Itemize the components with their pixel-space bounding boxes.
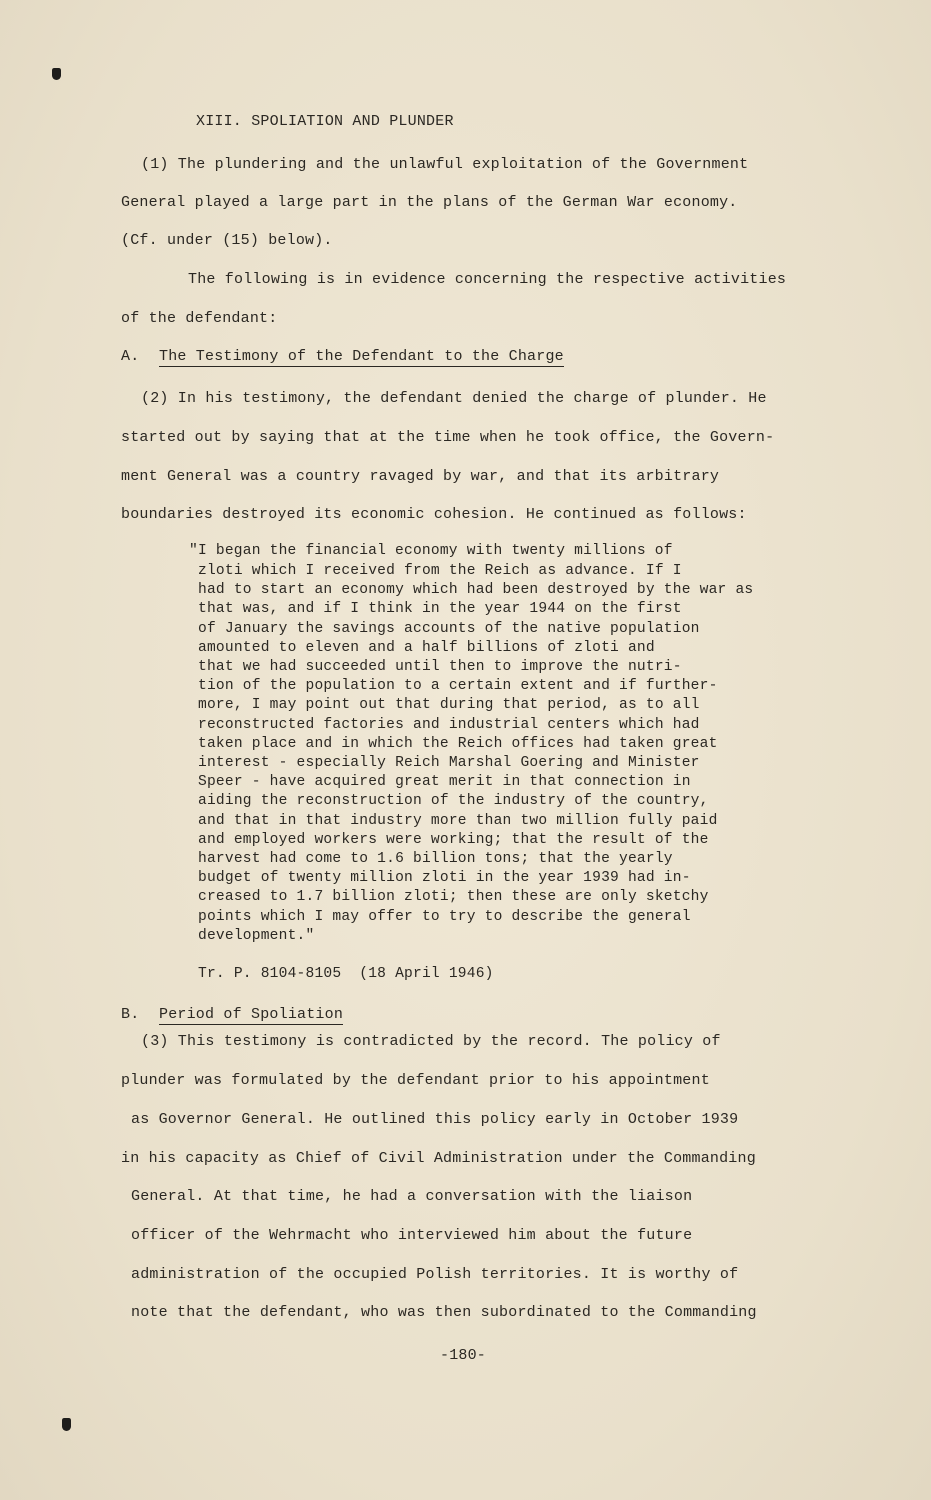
quote-line-8: tion of the population to a certain extent and if further- — [198, 678, 718, 694]
quote-line-6: amounted to eleven and a half billions of zloti and — [198, 640, 655, 656]
paragraph-4-line-6: officer of the Wehrmacht who interviewed him about the future — [131, 1227, 693, 1244]
paragraph-4-line-8: note that the defendant, who was then subordinated to the Commanding — [131, 1304, 757, 1321]
paragraph-4-line-2: plunder was formulated by the defendant prior to his appointment — [121, 1072, 710, 1089]
paragraph-3-line-4: boundaries destroyed its economic cohesion. He continued as follows: — [121, 506, 747, 523]
quote-line-21: development." — [198, 928, 315, 944]
quote-line-5: of January the savings accounts of the native population — [198, 621, 700, 637]
quote-line-13: Speer - have acquired great merit in that connection in — [198, 774, 691, 790]
quote-line-11: taken place and in which the Reich offices had taken great — [198, 736, 718, 752]
section-b-marker: B. — [121, 1006, 140, 1023]
paragraph-3-line-1: (2) In his testimony, the defendant denied the charge of plunder. He — [141, 390, 767, 407]
paragraph-1-line-1: (1) The plundering and the unlawful exploitation of the Government — [141, 156, 749, 173]
paragraph-2-line-1: The following is in evidence concerning the respective activities — [188, 271, 787, 288]
quote-line-14: aiding the reconstruction of the industry of the country, — [198, 793, 709, 809]
quote-line-19: creased to 1.7 billion zloti; then these are only sketchy — [198, 889, 709, 905]
section-a-heading: The Testimony of the Defendant to the Charge — [159, 348, 564, 365]
binding-mark-bottom — [62, 1418, 71, 1431]
quote-line-3: had to start an economy which had been destroyed by the war as — [198, 582, 754, 598]
paragraph-1-line-2: General played a large part in the plans of the German War economy. — [121, 194, 738, 211]
citation: Tr. P. 8104-8105 (18 April 1946) — [198, 966, 494, 982]
section-b-heading: Period of Spoliation — [159, 1006, 344, 1023]
quote-line-15: and that in that industry more than two million fully paid — [198, 813, 718, 829]
paragraph-3-line-3: ment General was a country ravaged by war, and that its arbitrary — [121, 468, 720, 485]
quote-line-17: harvest had come to 1.6 billion tons; that the yearly — [198, 851, 673, 867]
section-a-marker: A. — [121, 348, 140, 365]
paragraph-1-line-3: (Cf. under (15) below). — [121, 232, 333, 249]
quote-line-2: zloti which I received from the Reich as advance. If I — [198, 563, 682, 579]
quote-line-9: more, I may point out that during that period, as to all — [198, 697, 700, 713]
quote-line-16: and employed workers were working; that the result of the — [198, 832, 709, 848]
paragraph-4-line-4: in his capacity as Chief of Civil Administration under the Commanding — [121, 1150, 756, 1167]
paragraph-4-line-1: (3) This testimony is contradicted by the record. The policy of — [141, 1033, 721, 1050]
quote-line-18: budget of twenty million zloti in the year 1939 had in- — [198, 870, 691, 886]
paragraph-4-line-7: administration of the occupied Polish territories. It is worthy of — [131, 1266, 739, 1283]
quote-line-10: reconstructed factories and industrial centers which had — [198, 717, 700, 733]
page-title: XIII. SPOLIATION AND PLUNDER — [196, 113, 454, 130]
paragraph-3-line-2: started out by saying that at the time when he took office, the Govern- — [121, 429, 775, 446]
page-number: -180- — [440, 1347, 487, 1364]
quote-line-4: that was, and if I think in the year 1944 on the first — [198, 601, 682, 617]
paragraph-4-line-5: General. At that time, he had a conversation with the liaison — [131, 1188, 693, 1205]
paragraph-4-line-3: as Governor General. He outlined this policy early in October 1939 — [131, 1111, 739, 1128]
quote-line-12: interest - especially Reich Marshal Goering and Minister — [198, 755, 700, 771]
binding-mark-top — [52, 68, 61, 80]
quote-line-20: points which I may offer to try to describe the general — [198, 909, 691, 925]
quote-line-1: "I began the financial economy with twenty millions of — [189, 543, 673, 559]
paragraph-2-line-2: of the defendant: — [121, 310, 278, 327]
quote-line-7: that we had succeeded until then to improve the nutri- — [198, 659, 682, 675]
